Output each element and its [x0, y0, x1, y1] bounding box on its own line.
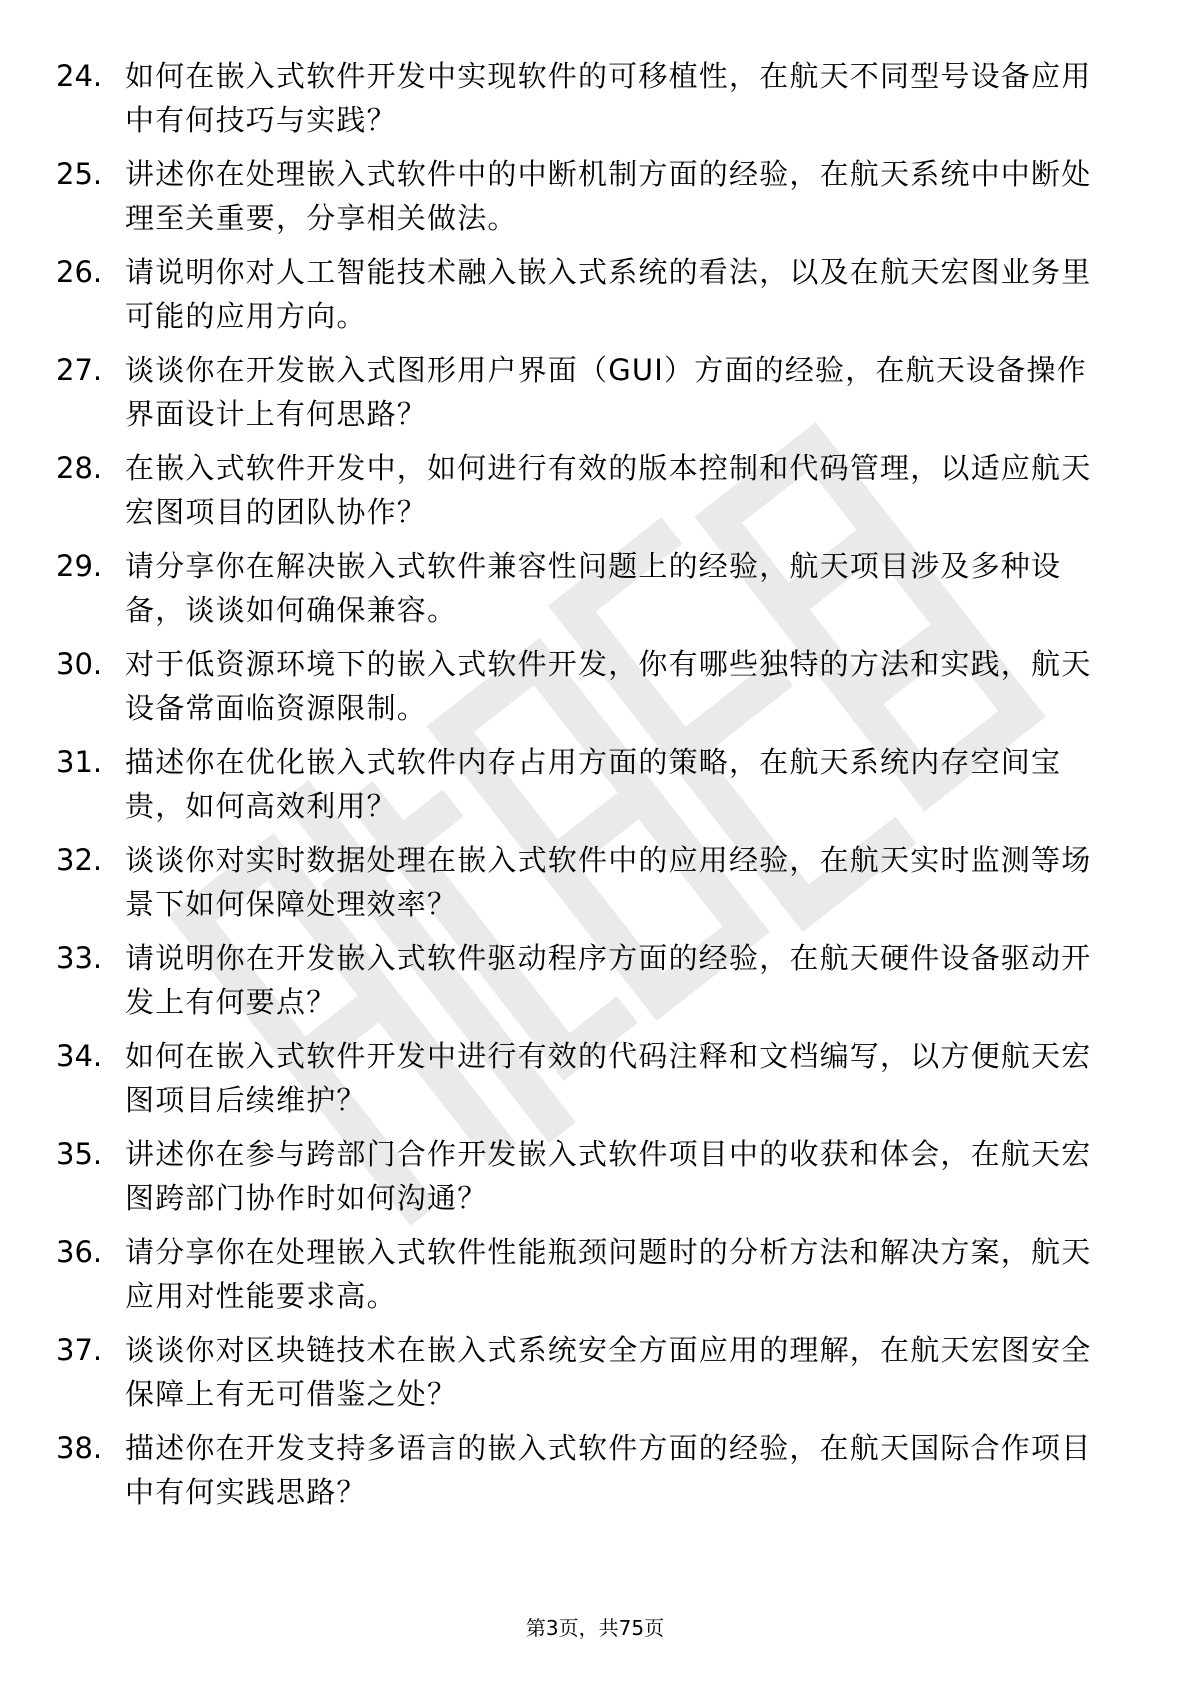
list-item: [0, 54, 1190, 152]
question-number: 27.: [56, 353, 103, 387]
question-text: 讲述你在处理嵌入式软件中的中断机制方面的经验，在航天系统中中断处理至关重要，分享相关做法。: [125, 157, 1092, 235]
question-number: 35.: [56, 1137, 103, 1171]
question-number: 26.: [56, 255, 103, 289]
list-item: [0, 1034, 1190, 1132]
question-text: 谈谈你对实时数据处理在嵌入式软件中的应用经验，在航天实时监测等场景下如何保障处理效率？: [125, 843, 1092, 921]
list-item: [0, 348, 1190, 446]
list-item: [0, 1230, 1190, 1328]
question-number: 38.: [56, 1431, 103, 1465]
question-number: 30.: [56, 647, 103, 681]
question-text: 描述你在开发支持多语言的嵌入式软件方面的经验，在航天国际合作项目中有何实践思路？: [125, 1431, 1092, 1509]
list-item: [0, 1426, 1190, 1524]
question-text: 请分享你在解决嵌入式软件兼容性问题上的经验，航天项目涉及多种设备，谈谈如何确保兼容。: [125, 549, 1062, 627]
question-text: 请分享你在处理嵌入式软件性能瓶颈问题时的分析方法和解决方案，航天应用对性能要求高。: [125, 1235, 1092, 1313]
list-item: [0, 250, 1190, 348]
question-number: 31.: [56, 745, 103, 779]
list-item: [0, 1132, 1190, 1230]
question-number: 25.: [56, 157, 103, 191]
question-text: 在嵌入式软件开发中，如何进行有效的版本控制和代码管理，以适应航天宏图项目的团队协作？: [125, 451, 1092, 529]
list-item: [0, 152, 1190, 250]
question-number: 29.: [56, 549, 103, 583]
question-list: [0, 54, 1190, 1524]
question-text: 如何在嵌入式软件开发中实现软件的可移植性，在航天不同型号设备应用中有何技巧与实践？: [125, 59, 1092, 137]
question-number: 36.: [56, 1235, 103, 1269]
list-item: [0, 642, 1190, 740]
question-text: 描述你在优化嵌入式软件内存占用方面的策略，在航天系统内存空间宝贵，如何高效利用？: [125, 745, 1062, 823]
list-item: [0, 936, 1190, 1034]
list-item: [0, 838, 1190, 936]
question-text: 请说明你在开发嵌入式软件驱动程序方面的经验，在航天硬件设备驱动开发上有何要点？: [125, 941, 1092, 1019]
page-footer: 第3页，共75页: [525, 1616, 665, 1640]
question-number: 28.: [56, 451, 103, 485]
list-item: [0, 1328, 1190, 1426]
list-item: [0, 544, 1190, 642]
question-text: 谈谈你对区块链技术在嵌入式系统安全方面应用的理解，在航天宏图安全保障上有无可借鉴之处？: [125, 1333, 1092, 1411]
question-number: 37.: [56, 1333, 103, 1367]
list-item: [0, 446, 1190, 544]
question-text: 如何在嵌入式软件开发中进行有效的代码注释和文档编写，以方便航天宏图项目后续维护？: [125, 1039, 1092, 1117]
question-number: 34.: [56, 1039, 103, 1073]
question-text: 谈谈你在开发嵌入式图形用户界面（GUI）方面的经验，在航天设备操作界面设计上有何思路？: [125, 353, 1087, 431]
question-number: 24.: [56, 59, 103, 93]
question-text: 对于低资源环境下的嵌入式软件开发，你有哪些独特的方法和实践，航天设备常面临资源限制。: [125, 647, 1092, 725]
question-text: 讲述你在参与跨部门合作开发嵌入式软件项目中的收获和体会，在航天宏图跨部门协作时如何沟通？: [125, 1137, 1092, 1215]
question-number: 32.: [56, 843, 103, 877]
list-item: [0, 740, 1190, 838]
question-number: 33.: [56, 941, 103, 975]
question-text: 请说明你对人工智能技术融入嵌入式系统的看法，以及在航天宏图业务里可能的应用方向。: [125, 255, 1092, 333]
